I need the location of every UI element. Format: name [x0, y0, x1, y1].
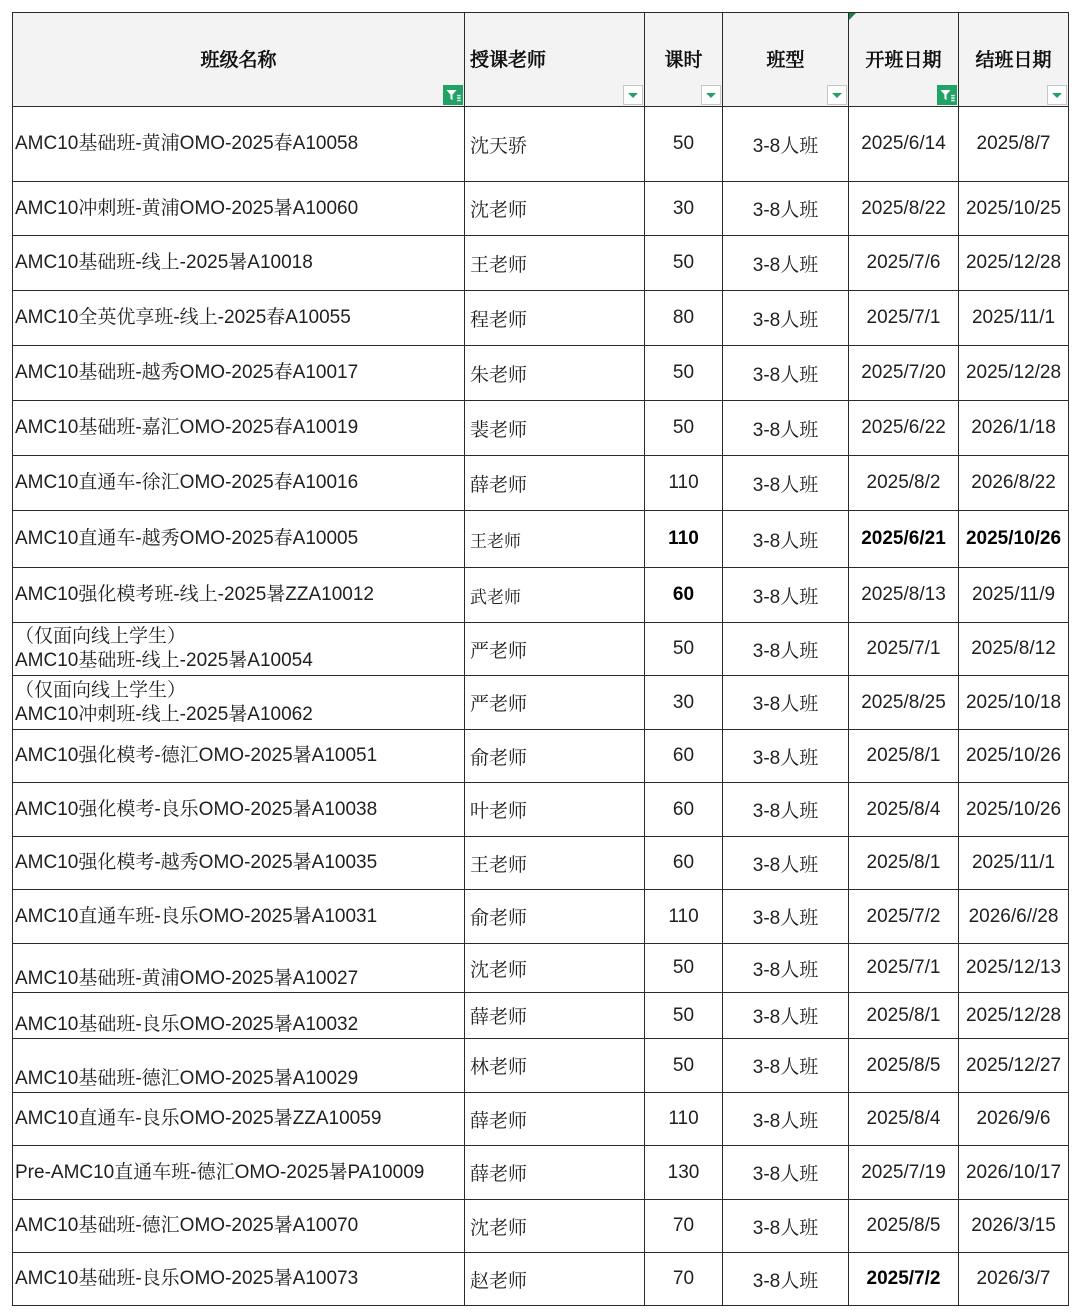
cell-hours[interactable]: 50	[645, 623, 723, 676]
cell-end-date[interactable]: 2025/12/27	[959, 1039, 1069, 1093]
filter-button-hours[interactable]	[701, 85, 721, 105]
cell-hours[interactable]: 110	[645, 1093, 723, 1146]
header-label-class-name: 班级名称	[200, 50, 277, 71]
cell-start-date[interactable]: 2025/7/2	[849, 1253, 959, 1306]
table-row	[13, 783, 1069, 837]
cell-start-date[interactable]: 2025/6/14	[849, 107, 959, 182]
cell-class-name[interactable]: AMC10基础班-线上-2025暑A10018	[13, 236, 465, 291]
cell-class-type[interactable]: 3-8人班	[723, 837, 849, 890]
cell-teacher[interactable]: 薛老师	[465, 1146, 645, 1200]
cell-hours[interactable]: 50	[645, 401, 723, 456]
cell-class-type[interactable]: 3-8人班	[723, 1039, 849, 1093]
cell-hours[interactable]: 70	[645, 1200, 723, 1253]
cell-class-name[interactable]: AMC10基础班-黄浦OMO-2025春A10058	[13, 107, 465, 182]
cell-end-date[interactable]: 2025/10/26	[959, 783, 1069, 837]
cell-hours[interactable]: 30	[645, 182, 723, 236]
cell-start-date[interactable]: 2025/8/5	[849, 1039, 959, 1093]
header-label-hours: 课时	[664, 50, 703, 71]
filter-button-class-name[interactable]	[443, 85, 463, 105]
cell-start-date[interactable]: 2025/8/25	[849, 676, 959, 730]
cell-end-date[interactable]: 2026/6//28	[959, 890, 1069, 944]
cell-teacher[interactable]: 沈天骄	[465, 107, 645, 182]
cell-class-name[interactable]: AMC10基础班-黄浦OMO-2025暑A10027	[13, 944, 465, 993]
dropdown-arrow-icon	[1052, 93, 1062, 98]
cell-teacher[interactable]: 俞老师	[465, 890, 645, 944]
cell-hours[interactable]: 60	[645, 783, 723, 837]
cell-teacher[interactable]: 王老师	[465, 511, 645, 568]
filter-funnel-icon	[937, 85, 957, 105]
cell-class-name[interactable]: AMC10直通车班-良乐OMO-2025暑A10031	[13, 890, 465, 944]
cell-start-date[interactable]: 2025/6/21	[849, 511, 959, 568]
spreadsheet-table	[12, 12, 1069, 1306]
cell-class-name[interactable]: （仅面向线上学生） AMC10基础班-线上-2025暑A10054	[13, 623, 465, 676]
header-class-type[interactable]	[723, 13, 849, 107]
cell-class-type[interactable]: 3-8人班	[723, 236, 849, 291]
cell-hours[interactable]: 110	[645, 890, 723, 944]
cell-hours[interactable]: 50	[645, 346, 723, 401]
table-row	[13, 511, 1069, 568]
cell-class-type[interactable]: 3-8人班	[723, 456, 849, 511]
cell-hours[interactable]: 50	[645, 993, 723, 1039]
cell-class-type[interactable]: 3-8人班	[723, 676, 849, 730]
cell-teacher[interactable]: 叶老师	[465, 783, 645, 837]
cell-end-date[interactable]: 2025/12/28	[959, 236, 1069, 291]
cell-start-date[interactable]: 2025/7/1	[849, 944, 959, 993]
header-cell-content	[959, 13, 1068, 106]
header-cell-content	[13, 13, 464, 106]
cell-teacher[interactable]: 王老师	[465, 837, 645, 890]
table-row	[13, 1146, 1069, 1200]
table-row	[13, 346, 1069, 401]
cell-start-date[interactable]: 2025/8/1	[849, 730, 959, 783]
table-row	[13, 1253, 1069, 1306]
cell-class-name[interactable]: AMC10基础班-良乐OMO-2025暑A10032	[13, 993, 465, 1039]
cell-end-date[interactable]: 2026/3/7	[959, 1253, 1069, 1306]
cell-hours[interactable]: 130	[645, 1146, 723, 1200]
cell-class-type[interactable]: 3-8人班	[723, 401, 849, 456]
cell-teacher[interactable]: 林老师	[465, 1039, 645, 1093]
cell-end-date[interactable]: 2026/8/22	[959, 456, 1069, 511]
cell-class-name[interactable]: AMC10直通车-良乐OMO-2025暑ZZA10059	[13, 1093, 465, 1146]
cell-class-name[interactable]: AMC10直通车-越秀OMO-2025春A10005	[13, 511, 465, 568]
cell-hours[interactable]: 60	[645, 837, 723, 890]
cell-teacher[interactable]: 严老师	[465, 676, 645, 730]
cell-teacher[interactable]: 朱老师	[465, 346, 645, 401]
header-label-end-date: 结班日期	[975, 50, 1052, 71]
cell-class-type[interactable]: 3-8人班	[723, 944, 849, 993]
cell-start-date[interactable]: 2025/7/2	[849, 890, 959, 944]
header-end-date[interactable]	[959, 13, 1069, 107]
cell-hours[interactable]: 110	[645, 511, 723, 568]
cell-class-type[interactable]: 3-8人班	[723, 1146, 849, 1200]
cell-teacher[interactable]: 赵老师	[465, 1253, 645, 1306]
table-row	[13, 944, 1069, 993]
cell-start-date[interactable]: 2025/8/4	[849, 1093, 959, 1146]
table-row	[13, 107, 1069, 182]
cell-class-type[interactable]: 3-8人班	[723, 511, 849, 568]
header-class-name[interactable]	[13, 13, 465, 107]
cell-teacher[interactable]: 裴老师	[465, 401, 645, 456]
header-label-teacher: 授课老师	[470, 50, 547, 71]
table-row	[13, 730, 1069, 783]
cell-teacher[interactable]: 沈老师	[465, 182, 645, 236]
cell-start-date[interactable]: 2025/7/19	[849, 1146, 959, 1200]
cell-end-date[interactable]: 2025/10/26	[959, 511, 1069, 568]
cell-class-type[interactable]: 3-8人班	[723, 346, 849, 401]
header-row	[13, 13, 1069, 107]
cell-class-name[interactable]: AMC10全英优享班-线上-2025春A10055	[13, 291, 465, 346]
cell-hours[interactable]: 60	[645, 730, 723, 783]
filter-button-end-date[interactable]	[1047, 85, 1067, 105]
cell-class-type[interactable]: 3-8人班	[723, 623, 849, 676]
header-hours[interactable]	[645, 13, 723, 107]
cell-class-name[interactable]: AMC10强化模考-良乐OMO-2025暑A10038	[13, 783, 465, 837]
table-row	[13, 890, 1069, 944]
cell-start-date[interactable]: 2025/8/1	[849, 993, 959, 1039]
table-row	[13, 837, 1069, 890]
cell-start-date[interactable]: 2025/7/20	[849, 346, 959, 401]
cell-end-date[interactable]: 2025/8/7	[959, 107, 1069, 182]
cell-hours[interactable]: 60	[645, 568, 723, 623]
cell-end-date[interactable]: 2025/11/9	[959, 568, 1069, 623]
header-cell-content	[723, 13, 848, 106]
header-cell-content	[849, 13, 958, 106]
dropdown-arrow-icon	[706, 93, 716, 98]
cell-class-name[interactable]: AMC10强化模考班-线上-2025暑ZZA10012	[13, 568, 465, 623]
filter-button-class-type[interactable]	[827, 85, 847, 105]
cell-teacher[interactable]: 程老师	[465, 291, 645, 346]
cell-class-type[interactable]: 3-8人班	[723, 107, 849, 182]
cell-end-date[interactable]: 2025/12/13	[959, 944, 1069, 993]
cell-class-name[interactable]: AMC10基础班-德汇OMO-2025暑A10070	[13, 1200, 465, 1253]
cell-start-date[interactable]: 2025/6/22	[849, 401, 959, 456]
cell-start-date[interactable]: 2025/8/22	[849, 182, 959, 236]
cell-hours[interactable]: 110	[645, 456, 723, 511]
cell-teacher[interactable]: 薛老师	[465, 993, 645, 1039]
table-row	[13, 1093, 1069, 1146]
cell-class-type[interactable]: 3-8人班	[723, 1093, 849, 1146]
cell-teacher[interactable]: 严老师	[465, 623, 645, 676]
cell-end-date[interactable]: 2026/9/6	[959, 1093, 1069, 1146]
cell-class-name[interactable]: AMC10强化模考-德汇OMO-2025暑A10051	[13, 730, 465, 783]
cell-class-type[interactable]: 3-8人班	[723, 730, 849, 783]
cell-hours[interactable]: 70	[645, 1253, 723, 1306]
table-row	[13, 993, 1069, 1039]
cell-class-name[interactable]: AMC10直通车-徐汇OMO-2025春A10016	[13, 456, 465, 511]
header-teacher[interactable]	[465, 13, 645, 107]
cell-teacher[interactable]: 沈老师	[465, 1200, 645, 1253]
table-body	[13, 107, 1069, 1306]
cell-teacher[interactable]: 俞老师	[465, 730, 645, 783]
cell-class-type[interactable]: 3-8人班	[723, 1253, 849, 1306]
cell-class-type[interactable]: 3-8人班	[723, 182, 849, 236]
cell-hours[interactable]: 30	[645, 676, 723, 730]
table-row	[13, 623, 1069, 676]
cell-end-date[interactable]: 2026/1/18	[959, 401, 1069, 456]
cell-end-date[interactable]: 2025/10/25	[959, 182, 1069, 236]
cell-class-name[interactable]: AMC10基础班-良乐OMO-2025暑A10073	[13, 1253, 465, 1306]
cell-class-name[interactable]: Pre-AMC10直通车班-德汇OMO-2025暑PA10009	[13, 1146, 465, 1200]
cell-indicator-triangle	[849, 13, 856, 20]
header-label-start-date: 开班日期	[865, 50, 942, 71]
header-label-class-type: 班型	[766, 50, 805, 71]
cell-end-date[interactable]: 2025/11/1	[959, 291, 1069, 346]
cell-end-date[interactable]: 2025/8/12	[959, 623, 1069, 676]
cell-class-name[interactable]: AMC10基础班-越秀OMO-2025春A10017	[13, 346, 465, 401]
cell-teacher[interactable]: 武老师	[465, 568, 645, 623]
cell-end-date[interactable]: 2025/10/26	[959, 730, 1069, 783]
cell-start-date[interactable]: 2025/7/6	[849, 236, 959, 291]
cell-class-type[interactable]: 3-8人班	[723, 1200, 849, 1253]
table-row	[13, 568, 1069, 623]
table-row	[13, 456, 1069, 511]
dropdown-arrow-icon	[832, 93, 842, 98]
filter-button-teacher[interactable]	[623, 85, 643, 105]
cell-class-type[interactable]: 3-8人班	[723, 890, 849, 944]
cell-start-date[interactable]: 2025/8/13	[849, 568, 959, 623]
cell-end-date[interactable]: 2025/10/18	[959, 676, 1069, 730]
table-row	[13, 676, 1069, 730]
table-row	[13, 401, 1069, 456]
cell-class-name[interactable]: AMC10强化模考-越秀OMO-2025暑A10035	[13, 837, 465, 890]
cell-class-type[interactable]: 3-8人班	[723, 568, 849, 623]
cell-end-date[interactable]: 2025/11/1	[959, 837, 1069, 890]
cell-teacher[interactable]: 薛老师	[465, 1093, 645, 1146]
cell-teacher[interactable]: 王老师	[465, 236, 645, 291]
header-start-date[interactable]	[849, 13, 959, 107]
cell-class-type[interactable]: 3-8人班	[723, 291, 849, 346]
cell-class-name[interactable]: AMC10基础班-德汇OMO-2025暑A10029	[13, 1039, 465, 1093]
cell-start-date[interactable]: 2025/8/5	[849, 1200, 959, 1253]
cell-class-name[interactable]: AMC10冲刺班-黄浦OMO-2025暑A10060	[13, 182, 465, 236]
cell-class-type[interactable]: 3-8人班	[723, 783, 849, 837]
cell-class-type[interactable]: 3-8人班	[723, 993, 849, 1039]
cell-end-date[interactable]: 2026/10/17	[959, 1146, 1069, 1200]
cell-hours[interactable]: 50	[645, 1039, 723, 1093]
header-cell-content	[645, 13, 722, 106]
table-row	[13, 291, 1069, 346]
table-row	[13, 1200, 1069, 1253]
table-row	[13, 1039, 1069, 1093]
header-cell-content	[465, 13, 644, 106]
cell-start-date[interactable]: 2025/8/4	[849, 783, 959, 837]
dropdown-arrow-icon	[628, 93, 638, 98]
cell-hours[interactable]: 50	[645, 944, 723, 993]
cell-start-date[interactable]: 2025/7/1	[849, 623, 959, 676]
cell-end-date[interactable]: 2026/3/15	[959, 1200, 1069, 1253]
cell-start-date[interactable]: 2025/8/2	[849, 456, 959, 511]
table-row	[13, 182, 1069, 236]
table-row	[13, 236, 1069, 291]
cell-start-date[interactable]: 2025/7/1	[849, 291, 959, 346]
cell-end-date[interactable]: 2025/12/28	[959, 993, 1069, 1039]
filter-button-start-date[interactable]	[937, 85, 957, 105]
cell-teacher[interactable]: 薛老师	[465, 456, 645, 511]
cell-hours[interactable]: 50	[645, 236, 723, 291]
cell-class-name[interactable]: AMC10基础班-嘉汇OMO-2025春A10019	[13, 401, 465, 456]
filter-funnel-icon	[443, 85, 463, 105]
cell-hours[interactable]: 50	[645, 107, 723, 182]
cell-start-date[interactable]: 2025/8/1	[849, 837, 959, 890]
cell-class-name[interactable]: （仅面向线上学生） AMC10冲刺班-线上-2025暑A10062	[13, 676, 465, 730]
cell-end-date[interactable]: 2025/12/28	[959, 346, 1069, 401]
cell-teacher[interactable]: 沈老师	[465, 944, 645, 993]
cell-hours[interactable]: 80	[645, 291, 723, 346]
